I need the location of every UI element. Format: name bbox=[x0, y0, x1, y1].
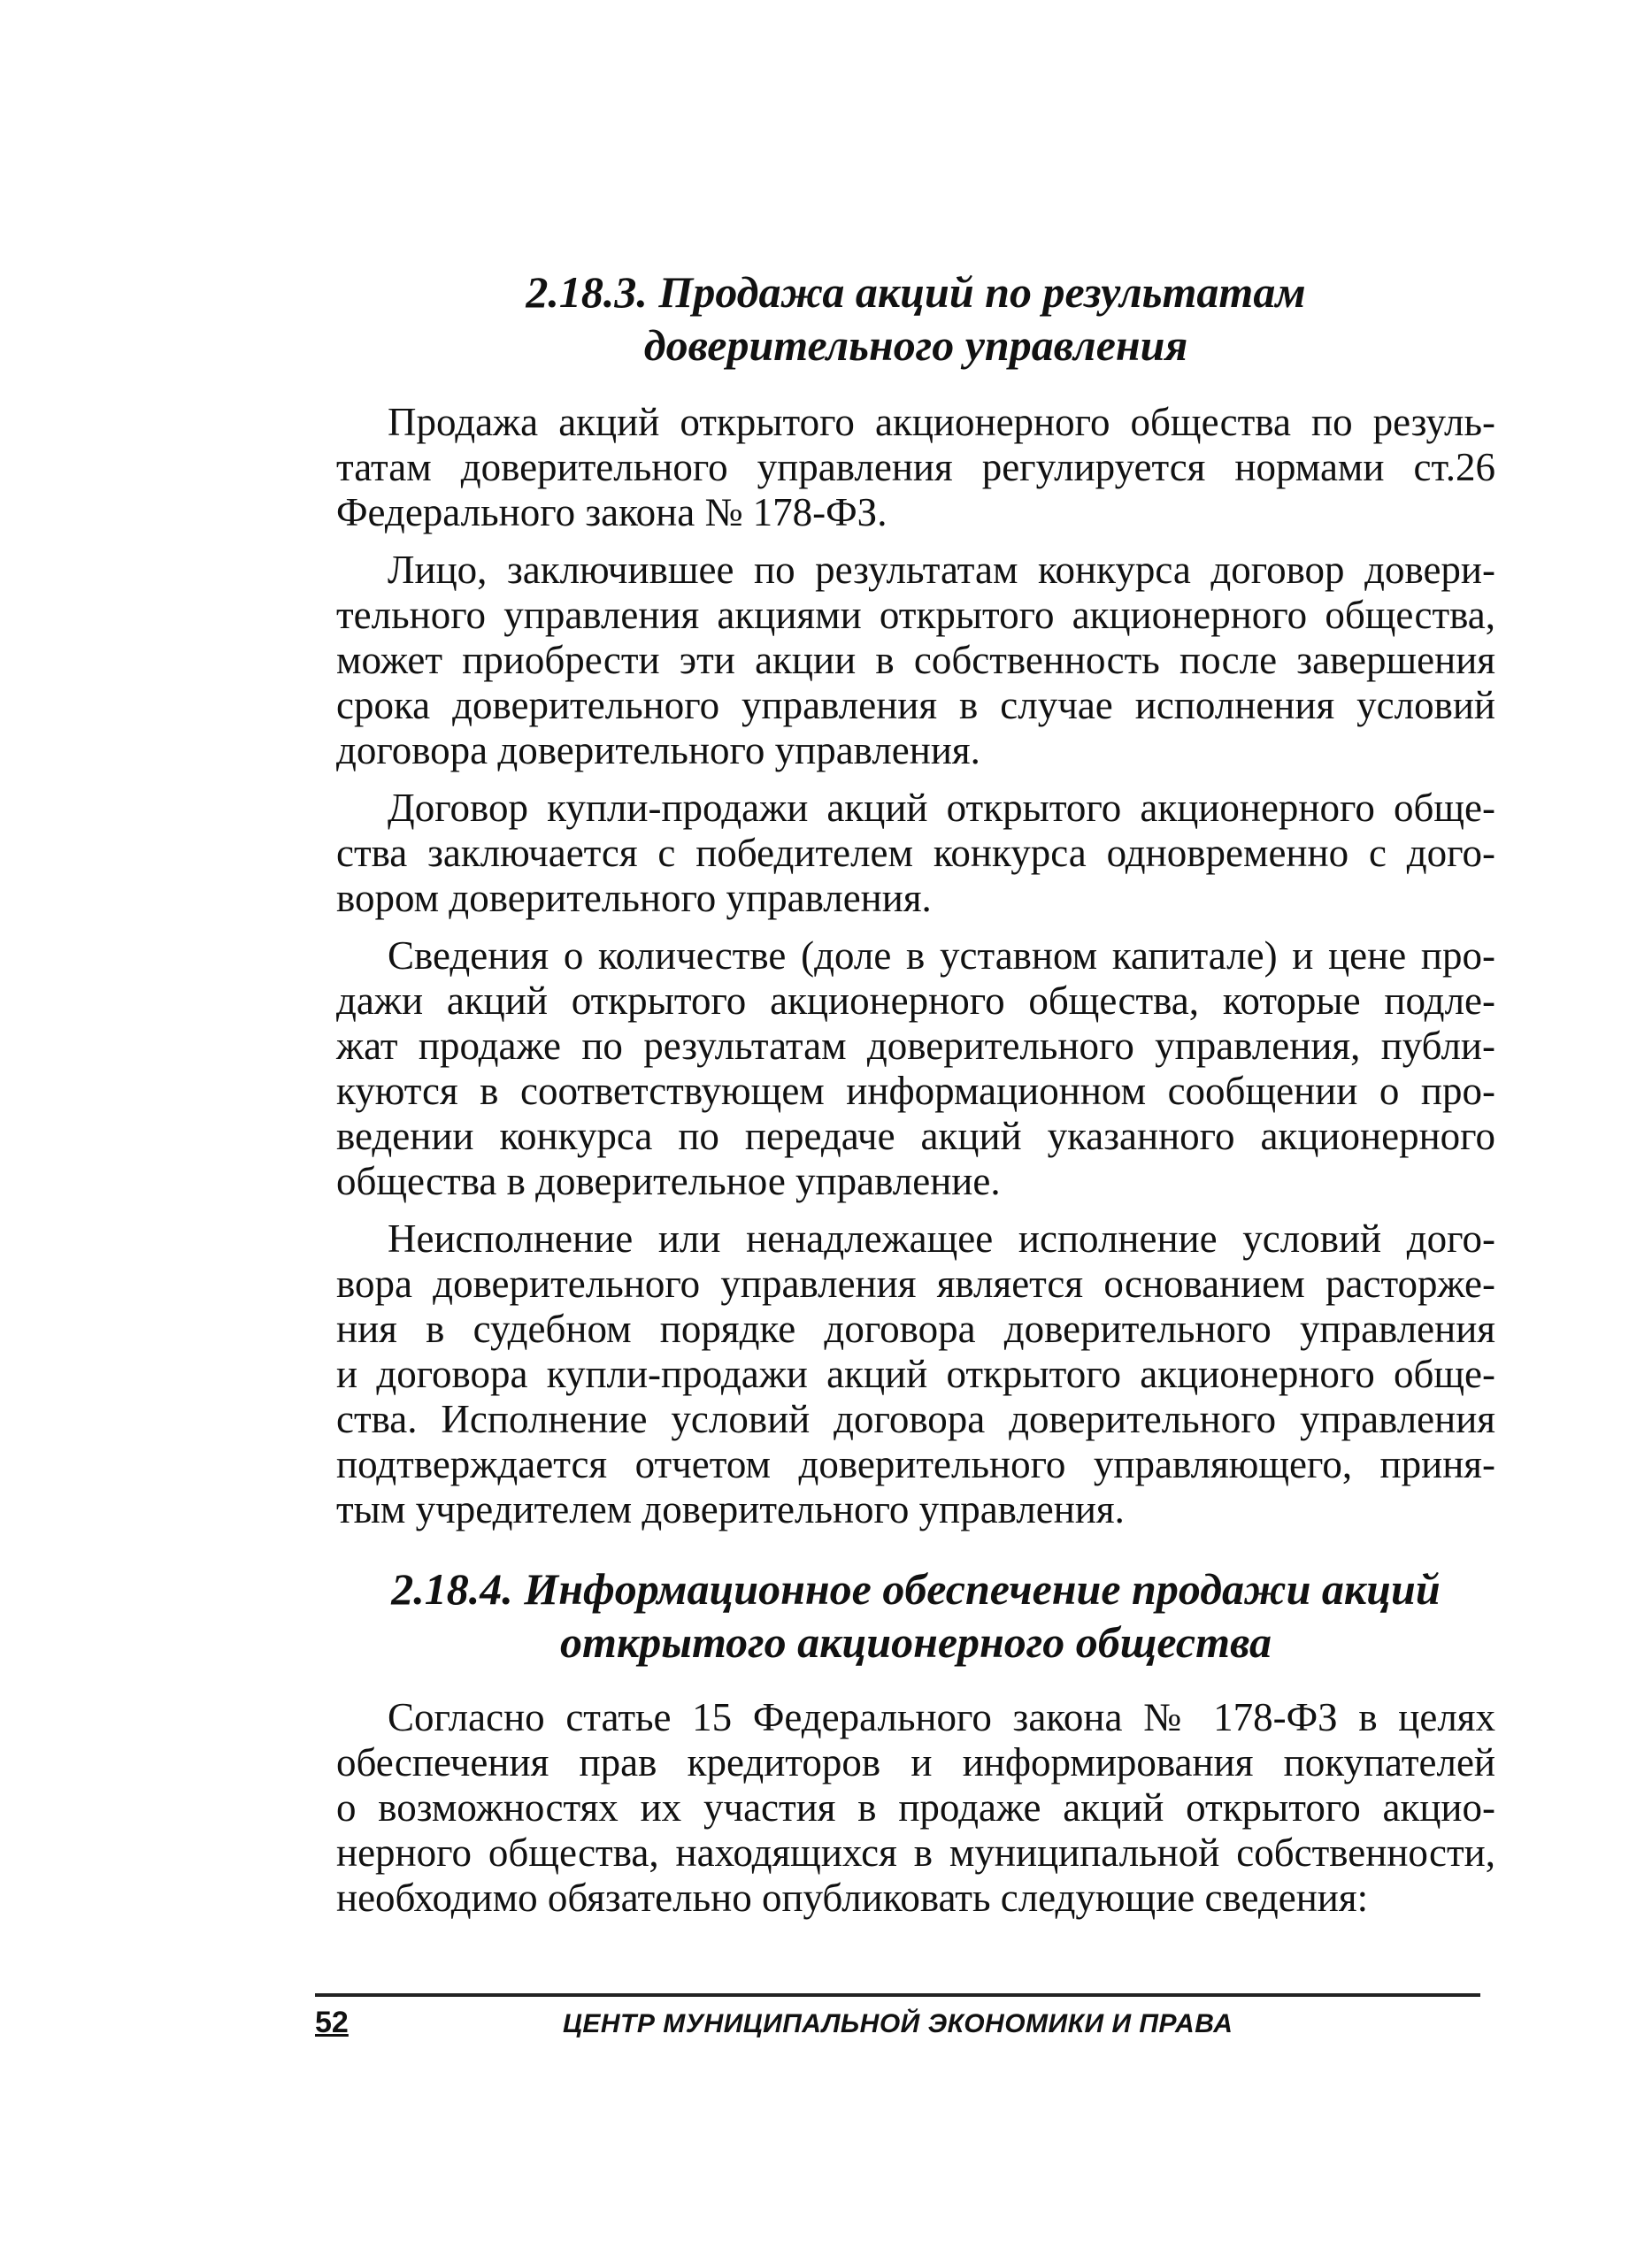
paragraph bbox=[336, 786, 1495, 921]
text-line: договора доверительного управления. bbox=[336, 728, 980, 772]
text-line: ния в судебном порядке договора доверительного управления bbox=[336, 1307, 1495, 1351]
text-line: может приобрести эти акции в собственность после завершения bbox=[336, 638, 1495, 682]
page-number: 52 bbox=[315, 2006, 349, 2039]
paragraph bbox=[336, 933, 1495, 1204]
paragraph bbox=[336, 548, 1495, 773]
text-line: общества в доверительное управление. bbox=[336, 1159, 1001, 1203]
text-line: Лицо, заключившее по результатам конкурса договор довери- bbox=[388, 548, 1495, 592]
paragraph bbox=[336, 1216, 1495, 1532]
text-line: ства заключается с победителем конкурса одновременно с дого- bbox=[336, 831, 1495, 875]
publisher-title: ЦЕНТР МУНИЦИПАЛЬНОЙ ЭКОНОМИКИ И ПРАВА bbox=[563, 2009, 1233, 2038]
text-line: Согласно статье 15 Федерального закона № 178-ФЗ в целях bbox=[388, 1695, 1495, 1739]
text-line: жат продаже по результатам доверительного управления, публи- bbox=[336, 1024, 1495, 1068]
text-line: Сведения о количестве (доле в уставном капитале) и цене про- bbox=[388, 933, 1495, 978]
text-line: вором доверительного управления. bbox=[336, 876, 932, 920]
text-line: обеспечения прав кредиторов и информирования покупателей bbox=[336, 1740, 1495, 1784]
heading-line: 2.18.4. Информационное обеспечение продажи акций bbox=[391, 1564, 1441, 1614]
text-line: срока доверительного управления в случае исполнения условий bbox=[336, 683, 1495, 727]
paragraph bbox=[336, 1695, 1495, 1921]
text-line: куются в соответствующем информационном сообщении о про- bbox=[336, 1069, 1495, 1113]
text-line: нерного общества, находящихся в муниципальной собственности, bbox=[336, 1830, 1495, 1875]
text-line: и договора купли-продажи акций открытого акционерного обще- bbox=[336, 1352, 1495, 1396]
footer-row bbox=[315, 2006, 1480, 2040]
text-line: Договор купли-продажи акций открытого акционерного обще- bbox=[388, 786, 1495, 830]
text-line: татам доверительного управления регулируется нормами ст.26 bbox=[336, 445, 1495, 489]
text-line: Неисполнение или ненадлежащее исполнение условий дого- bbox=[388, 1216, 1495, 1261]
heading-line: 2.18.3. Продажа акций по результатам bbox=[526, 267, 1306, 317]
text-line: ведении конкурса по передаче акций указанного акционерного bbox=[336, 1114, 1495, 1158]
section-heading-2-18-3 bbox=[336, 265, 1495, 372]
text-line: Федерального закона № 178-ФЗ. bbox=[336, 490, 887, 534]
page-body bbox=[336, 265, 1495, 1933]
text-line: ства. Исполнение условий договора доверительного управления bbox=[336, 1397, 1495, 1441]
text-line: Продажа акций открытого акционерного общества по резуль- bbox=[388, 400, 1495, 444]
footer-divider bbox=[315, 1993, 1480, 1997]
page-footer bbox=[315, 1993, 1480, 2040]
text-line: дажи акций открытого акционерного общества, которые подле- bbox=[336, 979, 1495, 1023]
section-heading-2-18-4 bbox=[336, 1562, 1495, 1669]
paragraph bbox=[336, 400, 1495, 535]
text-line: подтверждается отчетом доверительного управляющего, приня- bbox=[336, 1442, 1495, 1486]
heading-line: открытого акционерного общества bbox=[560, 1617, 1272, 1667]
heading-line: доверительного управления bbox=[643, 320, 1188, 370]
text-line: о возможностях их участия в продаже акций открытого акцио- bbox=[336, 1785, 1495, 1830]
text-line: необходимо обязательно опубликовать следующие сведения: bbox=[336, 1876, 1369, 1920]
text-line: тым учредителем доверительного управления. bbox=[336, 1487, 1125, 1531]
text-line: вора доверительного управления является основанием расторже- bbox=[336, 1262, 1495, 1306]
text-line: тельного управления акциями открытого акционерного общества, bbox=[336, 593, 1495, 637]
